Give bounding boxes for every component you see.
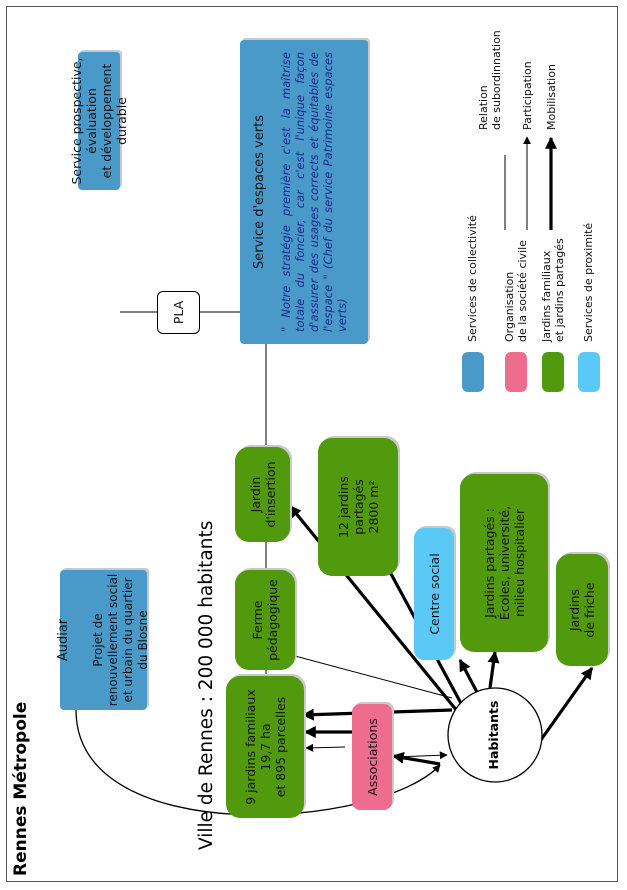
friche-node bbox=[556, 554, 608, 666]
arrow-habitants-centre-social bbox=[460, 660, 478, 694]
jardins-familiaux-node bbox=[226, 676, 304, 818]
habitants-label: Habitants bbox=[486, 700, 501, 770]
legend-label-subordination: Relation de subordinnation bbox=[477, 30, 503, 130]
legend-label-proximite: Services de proximité bbox=[582, 222, 595, 342]
friche-label: Jardins de friche bbox=[567, 582, 597, 638]
legend-label-collectivite: Services de collectivité bbox=[466, 215, 479, 342]
associations-node bbox=[352, 704, 392, 810]
prospective-label: Service prospective, évaluation et développement durable bbox=[69, 57, 129, 185]
insertion-node bbox=[235, 447, 290, 542]
jardins-ecoles-node bbox=[460, 474, 548, 652]
centre-social-label: Centre social bbox=[426, 553, 442, 635]
arrow-associations-familiaux bbox=[306, 747, 345, 748]
legend-label-jardins: Jardins familiaux et jardins partagés bbox=[540, 238, 566, 342]
legend-swatch-societe-civile bbox=[505, 352, 527, 392]
legend-label-societe-civile: Organisation de la société civile bbox=[503, 240, 529, 342]
arrow-habitants-ecoles bbox=[490, 652, 495, 688]
arrow-habitants-associations bbox=[393, 756, 440, 764]
partages-label: 12 jardins partagés 2800 m² bbox=[335, 476, 381, 538]
centre-social-node bbox=[414, 528, 454, 660]
legend-swatch-proximite bbox=[578, 352, 600, 392]
audiar-title: Audiar bbox=[56, 618, 71, 662]
legend-label-mobilisation: Mobilisation bbox=[545, 64, 558, 130]
ferme-node bbox=[235, 570, 295, 670]
associations-label: Associations bbox=[364, 718, 380, 796]
partages-node bbox=[318, 438, 398, 576]
pla-label: PLA bbox=[171, 300, 186, 325]
jardins-ecoles-label: Jardins partagés : Écoles, université, milieu hospitalier bbox=[481, 505, 527, 621]
audiar-subtitle: Projet de renouvellement social et urbain du quartier du Blosne bbox=[91, 573, 150, 707]
city-title: Ville de Rennes : 200 000 habitants bbox=[196, 520, 217, 850]
legend-swatch-collectivite bbox=[462, 352, 484, 392]
arrow-habitants-friche bbox=[538, 668, 592, 744]
jardins-familiaux-label: 9 jardins familiaux 19,7 ha et 895 parcelles bbox=[242, 689, 288, 805]
espaces-verts-box bbox=[240, 40, 368, 344]
espaces-verts-quote: " Notre stratégie première c'est la maîtrise totale du foncier, car c'est l'unique façon d'assurer des usages corrects et équitables de l'espace " (Chef du service Patrimoine espaces verts) bbox=[279, 52, 349, 332]
metropole-title: Rennes Métropole bbox=[11, 701, 31, 876]
espaces-verts-title: Service d'espaces verts bbox=[252, 115, 267, 269]
legend-label-participation: Participation bbox=[521, 61, 534, 130]
pla-box bbox=[157, 291, 200, 334]
prospective-box bbox=[69, 52, 129, 190]
ferme-label: Ferme pédagogique bbox=[250, 579, 280, 661]
insertion-label: Jardin d'insertion bbox=[247, 461, 278, 528]
legend-swatch-jardins bbox=[542, 352, 564, 392]
audiar-box bbox=[56, 570, 150, 710]
